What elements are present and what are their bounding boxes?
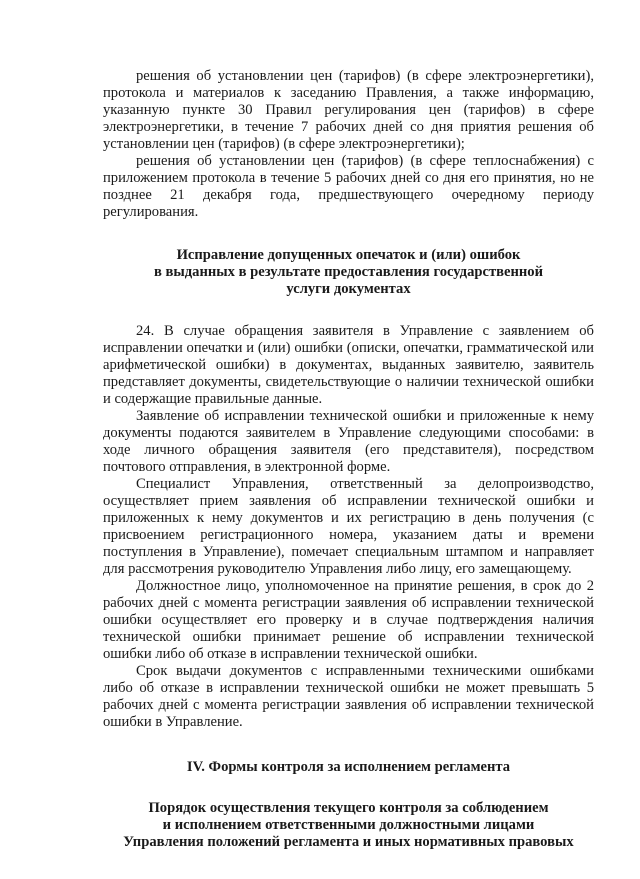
paragraph-24: 24. В случае обращения заявителя в Управление с заявлением об исправлении опечатки и (или) ошибки (описки, опечатки, грамматической или арифметической ошибки) в документах, выданных заявителю, заявитель представляет документы, свидетельствующие о наличии технической ошибки и содержащие правильные данные. <box>103 323 594 407</box>
intro-paragraph-1: решения об установлении цен (тарифов) (в сфере электроэнергетики), протокола и материалов к заседанию Правления, а также информацию, указанную пункте 30 Правил регулирования цен (тарифов) в сфере электроэнергетики, в течение 7 рабочих дней со дня приятия решения об установлении цен (тарифов) (в сфере электроэнергетики); <box>103 68 594 152</box>
section-heading-control <box>103 759 594 776</box>
heading-line: в выданных в результате предоставления государственной <box>153 264 544 280</box>
heading-line: и исполнением ответственными должностными лицами <box>162 817 535 833</box>
section-heading-corrections <box>103 247 594 298</box>
paragraph-registration: Специалист Управления, ответственный за делопроизводство, осуществляет прием заявления об исправлении технической ошибки и приложенных к нему документов и их регистрацию в день получения (с присвоением регистрационного номера, указанием даты и времени поступления в Управление), помечает специальным штампом и направляет для рассмотрения руководителю Управления либо лицу, его замещающему. <box>103 476 594 577</box>
chapter-title: IV. Формы контроля за исполнением регламента <box>186 759 511 775</box>
heading-line: Управления положений регламента и иных нормативных правовых <box>123 834 574 850</box>
heading-line: услуги документах <box>286 281 411 297</box>
intro-paragraph-2: решения об установлении цен (тарифов) (в сфере теплоснабжения) с приложением протокола в течение 5 рабочих дней со дня его принятия, но не позднее 21 декабря года, предшествующего очередному периоду регулирования. <box>103 153 594 220</box>
paragraph-submission: Заявление об исправлении технической ошибки и приложенные к нему документы подаются заявителем в Управление следующими способами: в ходе личного обращения заявителя (его представителя), посредством почтового отправления, в электронной форме. <box>103 408 594 475</box>
heading-line: Исправление допущенных опечаток и (или) ошибок <box>176 247 521 263</box>
subsection-heading-current-control <box>103 800 594 851</box>
heading-line: Порядок осуществления текущего контроля за соблюдением <box>148 800 549 816</box>
paragraph-deadline: Срок выдачи документов с исправленными техническими ошибками либо об отказе в исправлении технической ошибки не может превышать 5 рабочих дней с момента регистрации заявления об исправлении технической ошибки в Управление. <box>103 663 594 730</box>
paragraph-decision: Должностное лицо, уполномоченное на принятие решения, в срок до 2 рабочих дней с момента регистрации заявления об исправлении технической ошибки осуществляет его проверку и в случае подтверждения наличия технической ошибки принимает решение об исправлении технической ошибки либо об отказе в исправлении технической ошибки. <box>103 578 594 662</box>
